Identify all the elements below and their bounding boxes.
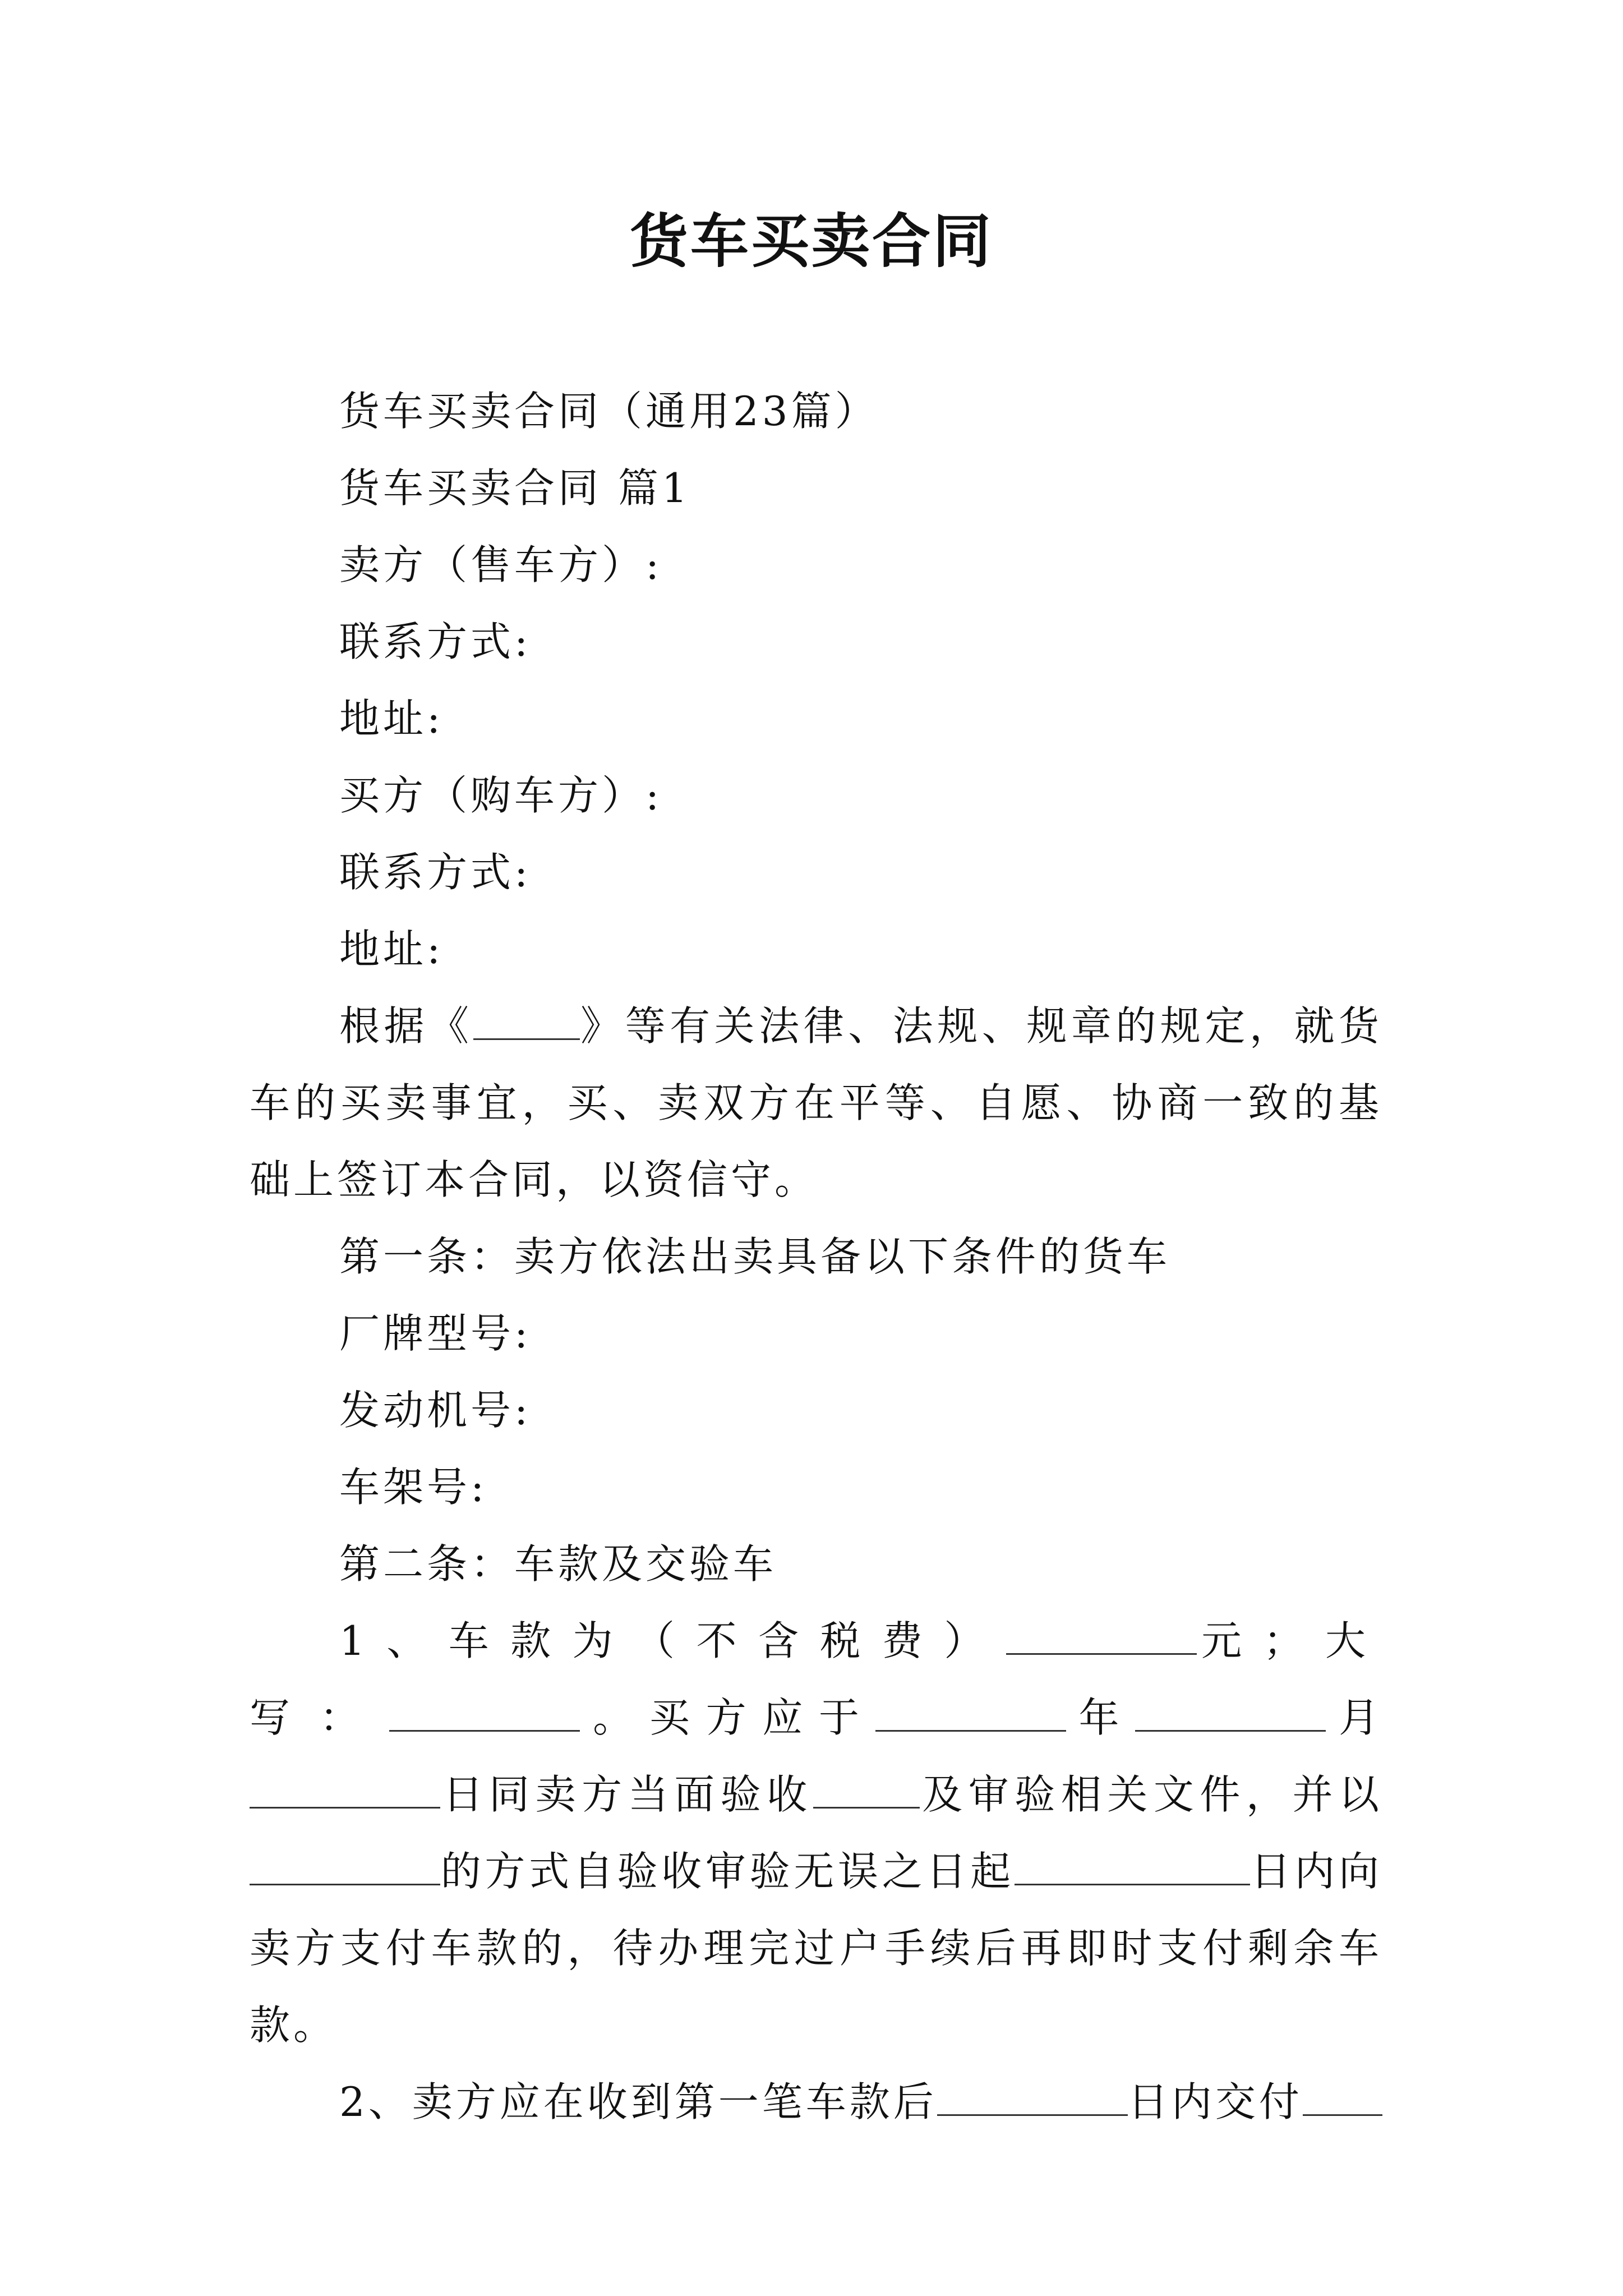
engine-no-label: 发动机号: [339, 1387, 532, 1434]
clause1-text-6: 日同卖方当面验收 [440, 1771, 813, 1818]
article1-heading: 第一条：卖方依法出卖具备以下条件的货车 [339, 1233, 1171, 1280]
clause1-text-2: 元；大写： [250, 1617, 1382, 1741]
clause1-text-9: 日内向卖方支付车款的，待办理完过户手续后再即时支付剩余车款。 [250, 1848, 1382, 2049]
clause1-text-8: 的方式自验收审验无误之日起 [440, 1848, 1015, 1895]
clause1-text-3: 。买方应于 [580, 1694, 875, 1741]
section-heading: 货车买卖合同 篇1 [339, 464, 691, 512]
price-uppercase-blank [389, 1696, 580, 1732]
clause1-paragraph [250, 1603, 1382, 2064]
clause1-text-1: 1、车款为（不含税费） [339, 1617, 1006, 1664]
payment-days-blank [1015, 1850, 1250, 1885]
day-blank [250, 1773, 440, 1809]
law-name-blank [473, 1005, 580, 1040]
inspection-item-blank [813, 1773, 920, 1809]
article2-heading: 第二条：车款及交验车 [339, 1540, 777, 1588]
preamble-paragraph [250, 988, 1382, 1218]
document-body [250, 373, 1382, 2141]
year-blank [875, 1696, 1066, 1732]
seller-address-label: 地址: [339, 695, 444, 742]
clause2-text-1: 2、卖方应在收到第一笔车款后 [339, 2078, 937, 2125]
clause1-text-4: 年 [1066, 1694, 1136, 1741]
brand-model-label: 厂牌型号: [339, 1310, 532, 1357]
payment-method-blank [250, 1850, 440, 1885]
frame-no-label: 车架号: [339, 1464, 488, 1511]
buyer-label: 买方（购车方）: [339, 772, 663, 819]
clause1-text-5: 月 [1326, 1694, 1382, 1741]
preamble-text-2: 》等有关法律、法规、规章的规定，就货车的买卖事宜，买、卖双方在平等、自愿、协商一致的基础上签订本合同，以资信守。 [250, 1002, 1382, 1203]
clause2-paragraph [250, 2064, 1382, 2141]
seller-label: 卖方（售车方）: [339, 541, 663, 588]
preamble-text-1: 根据《 [339, 1002, 473, 1050]
buyer-contact-label: 联系方式: [339, 849, 532, 896]
clause1-text-7: 及审验相关文件，并以 [919, 1771, 1382, 1818]
delivery-days-blank [937, 2081, 1128, 2116]
delivery-item-blank [1303, 2081, 1382, 2116]
seller-contact-label: 联系方式: [339, 618, 532, 665]
price-blank [1006, 1619, 1197, 1655]
document-title: 货车买卖合同 [629, 206, 993, 275]
clause2-text-2: 日内交付 [1127, 2078, 1303, 2125]
buyer-address-label: 地址: [339, 926, 444, 973]
document-subtitle: 货车买卖合同（通用23篇） [339, 388, 879, 435]
month-blank [1135, 1696, 1326, 1732]
